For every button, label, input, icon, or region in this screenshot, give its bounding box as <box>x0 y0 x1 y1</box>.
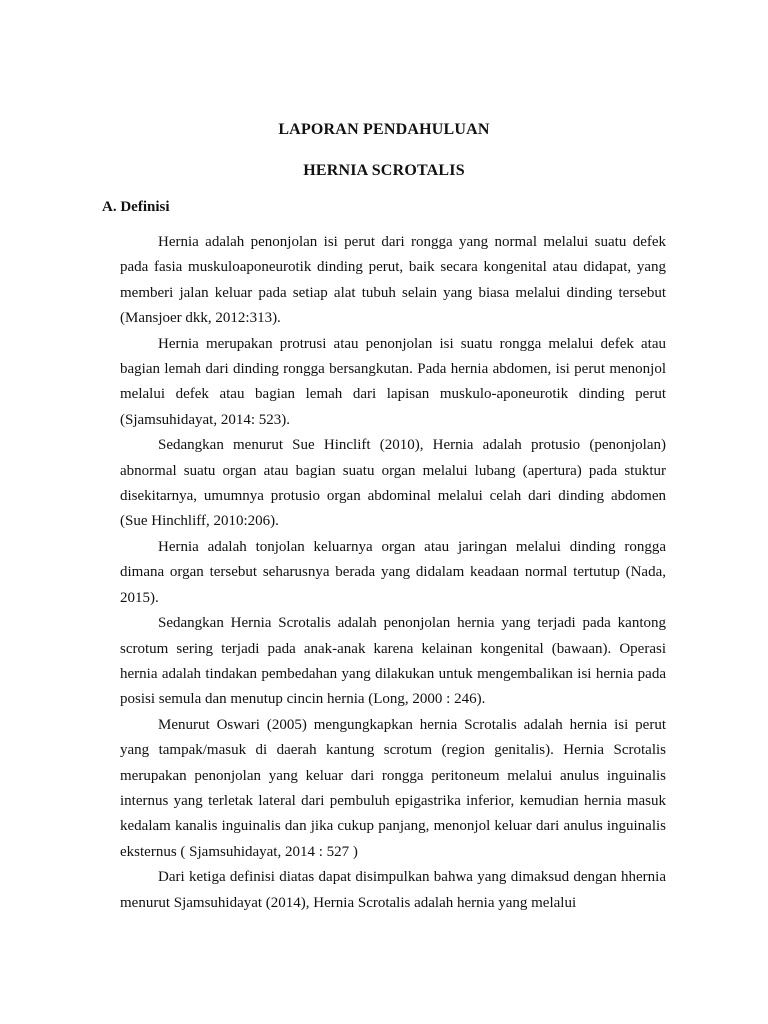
document-subtitle: HERNIA SCROTALIS <box>303 162 465 179</box>
section-heading: A. Definisi <box>102 199 170 215</box>
paragraph-1: Hernia adalah penonjolan isi perut dari rongga yang normal melalui suatu defek pada fasia muskuloaponeurotik dinding perut, baik secara kongenital atau didapat, yang memberi jalan keluar pada setiap alat tubuh selain yang biasa melalui dinding tersebut (Mansjoer dkk, 2012:313). <box>120 234 666 327</box>
paragraph-6: Menurut Oswari (2005) mengungkapkan hernia Scrotalis adalah hernia isi perut yang tampak/masuk di daerah kantung scrotum (region genitalis). Hernia Scrotalis merupakan penonjolan yang keluar dari rongga peritoneum melalui anulus inguinalis internus yang terletak lateral dari pembuluh epigastrika inferior, kemudian hernia masuk kedalam kanalis inguinalis dan jika cukup panjang, menonjol keluar dari anulus inguinalis eksternus ( Sjamsuhidayat, 2014 : 527 ) <box>120 716 666 860</box>
paragraph-7: Dari ketiga definisi diatas dapat disimpulkan bahwa yang dimaksud dengan hhernia menurut Sjamsuhidayat (2014), Hernia Scrotalis adalah hernia yang melalui <box>120 869 666 911</box>
paragraph-2: Hernia merupakan protrusi atau penonjolan isi suatu rongga melalui defek atau bagian lemah dari dinding rongga bersangkutan. Pada hernia abdomen, isi perut menonjol melalui defek atau bagian lemah dari lapisan muskulo-aponeurotik dinding perut (Sjamsuhidayat, 2014: 523). <box>120 335 666 428</box>
document-title: LAPORAN PENDAHULUAN <box>278 121 490 138</box>
paragraph-5: Sedangkan Hernia Scrotalis adalah penonjolan hernia yang terjadi pada kantong scrotum sering terjadi pada anak-anak karena kelainan kongenital (bawaan). Operasi hernia adalah tindakan pembedahan yang dilakukan untuk mengembalikan isi hernia pada posisi semula dan menutup cincin hernia (Long, 2000 : 246). <box>120 615 666 708</box>
body-text <box>120 230 666 916</box>
paragraph-3: Sedangkan menurut Sue Hinclift (2010), Hernia adalah protusio (penonjolan) abnormal suatu organ atau bagian suatu organ melalui lubang (apertura) pada stuktur disekitarnya, umumnya protusio organ abdominal melalui celah dari dinding abdomen (Sue Hinchliff, 2010:206). <box>120 437 666 530</box>
paragraph-4: Hernia adalah tonjolan keluarnya organ atau jaringan melalui dinding rongga dimana organ tersebut seharusnya berada yang didalam keadaan normal tertutup (Nada, 2015). <box>120 538 666 606</box>
